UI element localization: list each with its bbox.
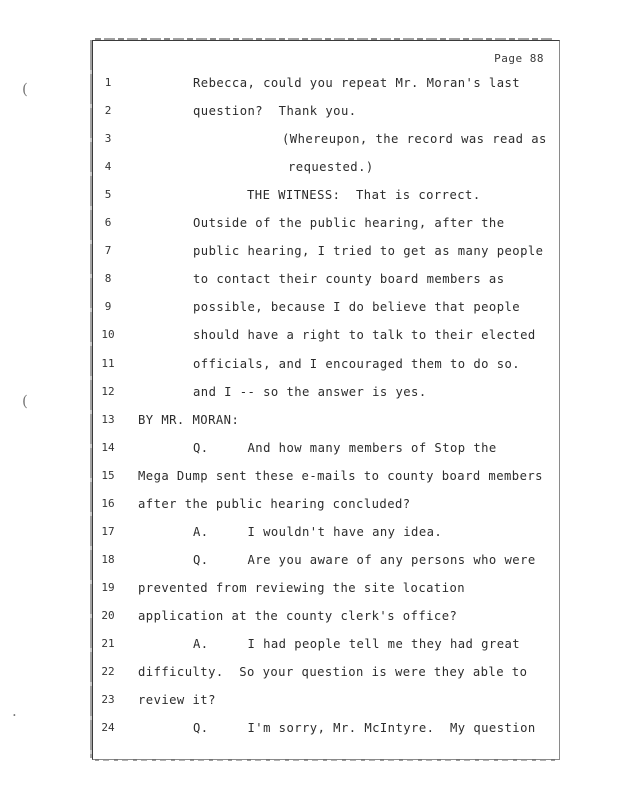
line-text: possible, because I do believe that people [193, 300, 521, 315]
line-number: 7 [104, 244, 112, 258]
line-text: BY MR. MORAN: [138, 412, 240, 427]
transcript-line [0, 413, 618, 433]
line-number: 18 [101, 552, 115, 566]
line-number: 11 [101, 356, 115, 370]
line-number: 21 [101, 637, 115, 650]
transcript-line [0, 665, 618, 685]
line-number: 6 [104, 216, 112, 230]
line-number: 10 [101, 328, 115, 342]
line-text: Q. I'm sorry, Mr. McIntyre. My question [193, 721, 536, 736]
page-number: Page 88 [494, 52, 544, 65]
transcript-line [0, 104, 618, 124]
line-text: Mega Dump sent these e-mails to county board members [138, 468, 543, 483]
transcript-line [0, 76, 618, 96]
line-text: Outside of the public hearing, after the [193, 216, 505, 231]
line-text: requested.) [288, 160, 374, 175]
line-number: 23 [101, 693, 115, 707]
line-text: public hearing, I tried to get as many people [193, 244, 544, 259]
transcript-line [0, 693, 618, 713]
transcript-line [0, 469, 618, 489]
transcript-line [0, 525, 618, 545]
transcript-line [0, 216, 618, 236]
line-number: 1 [104, 76, 112, 89]
transcript-line [0, 244, 618, 264]
line-text: Q. And how many members of Stop the [193, 440, 497, 455]
transcript-line [0, 637, 618, 657]
line-number: 16 [101, 496, 115, 510]
transcript-line [0, 441, 618, 461]
line-number: 9 [104, 300, 112, 314]
transcript-line [0, 328, 618, 348]
transcript-line [0, 132, 618, 152]
line-text: difficulty. So your question is were they able to [138, 665, 528, 680]
scan-noise-bottom [95, 759, 555, 761]
margin-binding-mark: . [12, 702, 17, 720]
transcript-line [0, 385, 618, 405]
line-number: 4 [104, 160, 112, 174]
transcript-line [0, 609, 618, 629]
line-text: after the public hearing concluded? [138, 496, 411, 511]
line-number: 12 [101, 384, 115, 398]
line-text: should have a right to talk to their elected [193, 328, 536, 343]
transcript-line [0, 497, 618, 517]
line-number: 22 [101, 665, 115, 679]
line-text: and I -- so the answer is yes. [193, 384, 427, 399]
transcript-line [0, 357, 618, 377]
line-text: THE WITNESS: That is correct. [247, 188, 481, 203]
transcript-line [0, 721, 618, 741]
line-number: 14 [101, 440, 115, 454]
line-number: 17 [101, 524, 115, 538]
line-number: 20 [101, 608, 115, 622]
line-number: 5 [104, 188, 112, 202]
line-number: 3 [104, 132, 112, 146]
line-text: Q. Are you aware of any persons who were [193, 552, 536, 567]
margin-binding-mark: ( [22, 80, 28, 98]
transcript-line [0, 300, 618, 320]
line-number: 19 [101, 580, 115, 594]
transcript-line [0, 581, 618, 601]
line-text: prevented from reviewing the site location [138, 580, 466, 595]
line-text: A. I wouldn't have any idea. [193, 524, 443, 539]
margin-binding-mark: ( [22, 392, 28, 410]
transcript-line [0, 272, 618, 292]
transcript-line [0, 553, 618, 573]
transcript-line [0, 160, 618, 180]
line-number: 13 [101, 412, 115, 426]
line-number: 15 [101, 468, 115, 482]
line-number: 2 [104, 104, 112, 118]
line-number: 24 [101, 721, 115, 735]
line-text: officials, and I encouraged them to do so. [193, 356, 521, 371]
line-text: (Whereupon, the record was read as [282, 132, 547, 147]
line-text: question? Thank you. [193, 104, 357, 119]
line-number: 8 [104, 272, 112, 286]
line-text: application at the county clerk's office? [138, 608, 458, 623]
line-text: A. I had people tell me they had great [193, 637, 521, 651]
line-text: Rebecca, could you repeat Mr. Moran's last [193, 76, 521, 90]
line-text: to contact their county board members as [193, 272, 505, 287]
transcript-line [0, 188, 618, 208]
line-text: review it? [138, 693, 216, 708]
